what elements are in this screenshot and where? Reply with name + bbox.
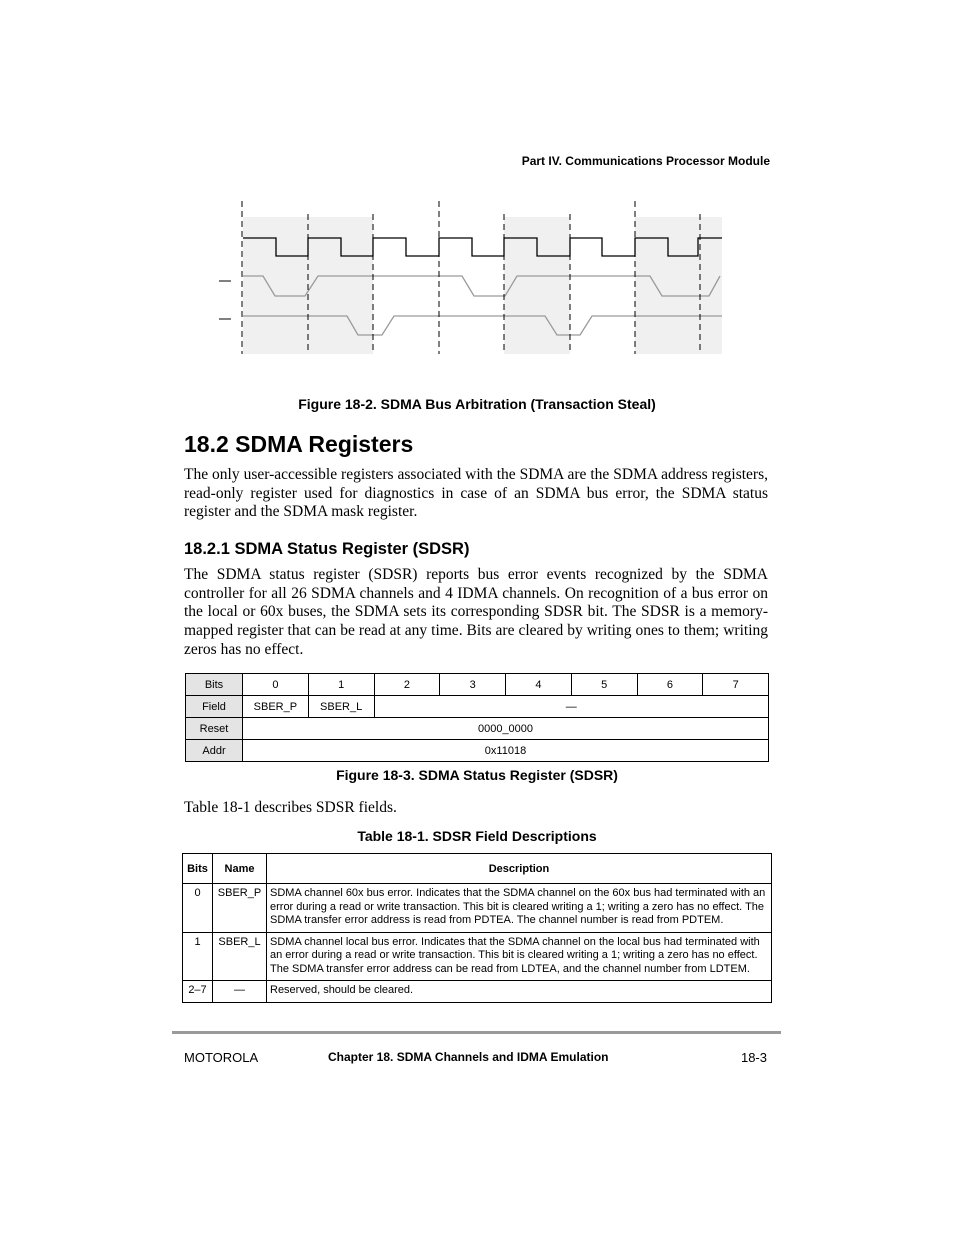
cell-description: Reserved, should be cleared. [267, 981, 772, 1003]
column-header-description: Description [267, 854, 772, 884]
section-heading: 18.2 SDMA Registers [184, 431, 414, 457]
figure-3-caption: Figure 18-3. SDMA Status Register (SDSR) [336, 767, 618, 783]
table-row [183, 981, 772, 1003]
cell-description: SDMA channel local bus error. Indicates that the SDMA channel on the local bus had terminated with an error during a read or write transaction. This bit is cleared writing a 1; writing a zero has no effect. The SDMA transfer error address can be read from LDTEA, and the channel number from LDTEM. [267, 932, 772, 981]
row-label-bits: Bits [186, 674, 243, 696]
footer-page-number: 18-3 [740, 1050, 767, 1065]
cell-bits: 1 [183, 932, 213, 981]
bit-number: 5 [571, 674, 637, 696]
bus-arbitration-timing-diagram [0, 0, 954, 370]
running-header: Part IV. Communications Processor Module [521, 154, 770, 168]
reset-value: 0000_0000 [243, 718, 769, 740]
table-row [183, 884, 772, 933]
footer-rule [172, 1031, 781, 1034]
register-diagram [185, 673, 769, 762]
row-label-reset: Reset [186, 718, 243, 740]
subsection-body-paragraph: The SDMA status register (SDSR) reports bus error events recognized by the SDMA controller for all 26 SDMA channels and 4 IDMA channels. On recognition of a bus error on the local or 60x buses, the SDMA sets its corresponding SDSR bit. The SDSR is a memory-mapped register that can be read at any time. Bits are cleared by writing ones to them; writing zeros has no effect. [184, 566, 768, 658]
figure-2-caption: Figure 18-2. SDMA Bus Arbitration (Transaction Steal) [298, 396, 656, 412]
cell-name: SBER_L [213, 932, 267, 981]
cell-description: SDMA channel 60x bus error. Indicates that the SDMA channel on the 60x bus had terminated with an error during a read or write transaction. This bit is cleared writing a 1; writing a zero has no effect. The SDMA transfer error address is read from PDTEA. The channel number is read from PDTEM. [267, 884, 772, 933]
field-reserved: — [374, 696, 769, 718]
column-header-name: Name [213, 854, 267, 884]
bit-number: 2 [374, 674, 440, 696]
cell-bits: 0 [183, 884, 213, 933]
bit-number: 1 [308, 674, 374, 696]
register-bits-row [186, 674, 769, 696]
column-header-bits: Bits [183, 854, 213, 884]
register-field-row [186, 696, 769, 718]
footer-chapter-title: Chapter 18. SDMA Channels and IDMA Emulation [328, 1050, 609, 1064]
subsection-heading: 18.2.1 SDMA Status Register (SDSR) [184, 540, 470, 558]
register-reset-row [186, 718, 769, 740]
field-description-table [182, 853, 772, 1003]
cell-name: SBER_P [213, 884, 267, 933]
table-reference-text: Table 18-1 describes SDSR fields. [184, 799, 397, 816]
cell-bits: 2–7 [183, 981, 213, 1003]
bit-number: 0 [243, 674, 309, 696]
cell-name: — [213, 981, 267, 1003]
bit-number: 4 [506, 674, 572, 696]
section-intro-paragraph: The only user-accessible registers associated with the SDMA are the SDMA address registers, read-only register used for diagnostics in case of an SDMA bus error, the SDMA status register and the SDMA mask register. [184, 466, 768, 521]
footer-company: MOTOROLA [184, 1050, 259, 1065]
row-label-field: Field [186, 696, 243, 718]
bit-number: 6 [637, 674, 703, 696]
bit-number: 7 [703, 674, 769, 696]
table-caption: Table 18-1. SDSR Field Descriptions [357, 828, 597, 844]
field-sber-l: SBER_L [308, 696, 374, 718]
table-row [183, 932, 772, 981]
register-addr-row [186, 740, 769, 762]
bit-number: 3 [440, 674, 506, 696]
address-value: 0x11018 [243, 740, 769, 762]
table-header-row [183, 854, 772, 884]
row-label-addr: Addr [186, 740, 243, 762]
field-sber-p: SBER_P [243, 696, 309, 718]
